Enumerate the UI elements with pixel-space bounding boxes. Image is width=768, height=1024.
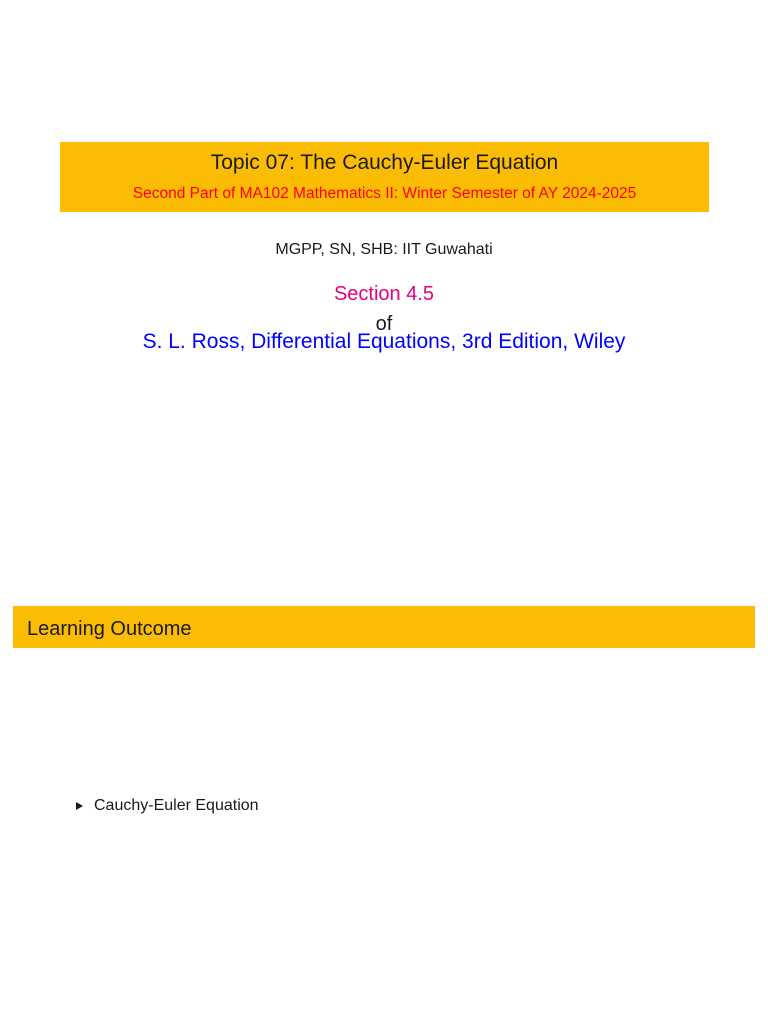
- list-item: [76, 796, 259, 816]
- frame-title-bar: [13, 606, 755, 648]
- page-title: Topic 07: The Cauchy-Euler Equation: [210, 151, 559, 174]
- list-item-label: Cauchy-Euler Equation: [94, 797, 259, 814]
- outcome-list: [76, 796, 259, 816]
- triangle-bullet-icon: [76, 802, 83, 810]
- title-block: [60, 142, 709, 212]
- author-line: MGPP, SN, SHB: IIT Guwahati: [275, 241, 493, 258]
- page-subtitle: Second Part of MA102 Mathematics II: Winter Semester of AY 2024-2025: [132, 185, 637, 202]
- frame-title: Learning Outcome: [27, 618, 192, 640]
- book-reference: S. L. Ross, Differential Equations, 3rd Edition, Wiley: [142, 330, 626, 353]
- section-reference: Section 4.5: [333, 283, 435, 305]
- connector-text: of: [375, 313, 393, 335]
